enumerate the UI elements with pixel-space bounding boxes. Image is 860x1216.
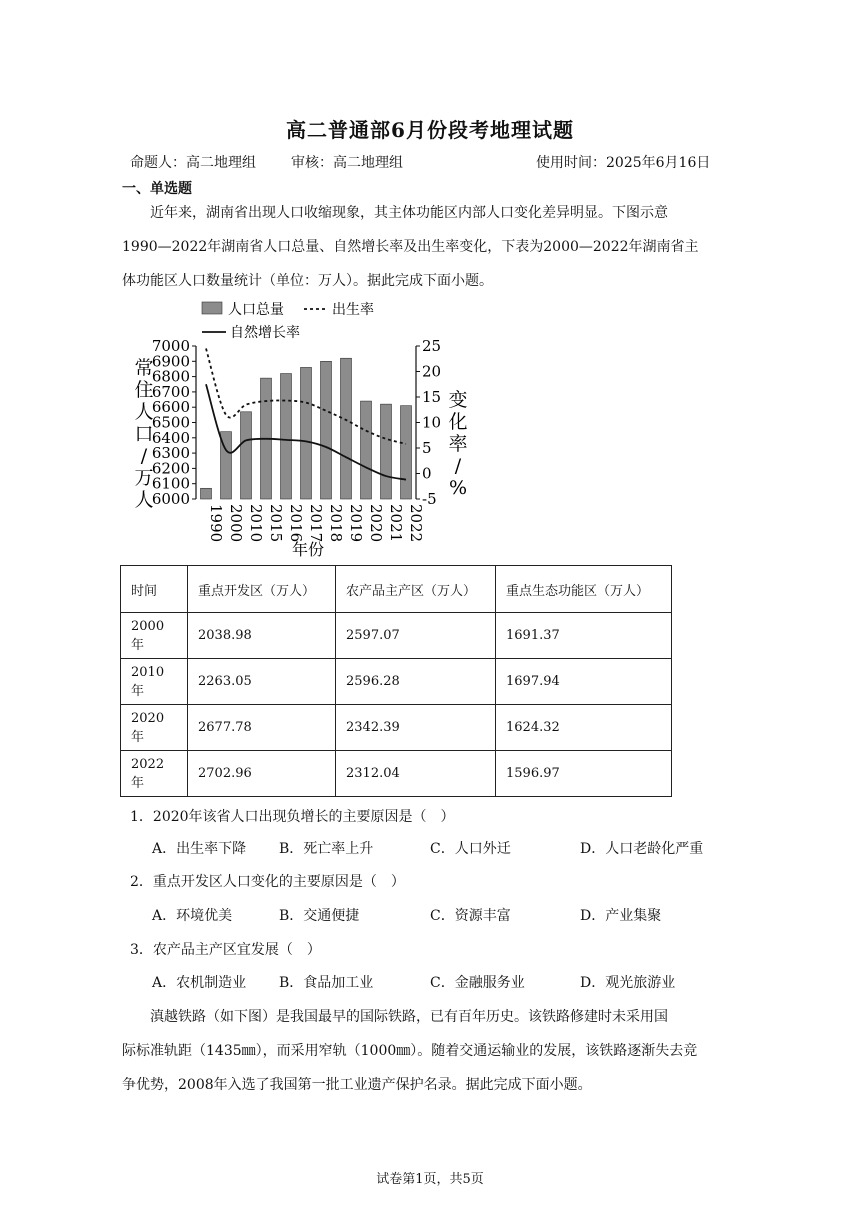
legend-label-natural-growth: 自然增长率 <box>230 325 300 341</box>
x-tick-label: 1990 <box>207 504 225 543</box>
population-bar <box>321 361 332 499</box>
table-cell: 2312.04 <box>336 751 496 797</box>
author-line: 命题人：高二地理组 <box>130 155 256 171</box>
exam-title: 高二普通部6月份段考地理试题 <box>286 118 574 142</box>
question-3-option-c[interactable]: C．金融服务业 <box>430 975 525 991</box>
x-tick-label: 2019 <box>347 504 365 543</box>
x-tick-label: 2018 <box>327 504 345 543</box>
right-tick-label: 20 <box>422 362 442 381</box>
y-left-title-char: 住 <box>134 379 154 401</box>
reviewer-line: 审核：高二地理组 <box>291 155 403 171</box>
left-tick-label: 6900 <box>151 352 190 371</box>
table-cell: 2597.07 <box>336 613 496 659</box>
y-right-title-char: 变 <box>448 389 468 411</box>
question-3-option-b[interactable]: B．食品加工业 <box>279 975 374 991</box>
table-cell: 2038.98 <box>188 613 336 659</box>
table-cell: 1624.32 <box>496 705 672 751</box>
date-line: 使用时间：2025年6月16日 <box>536 155 711 171</box>
table-row <box>121 705 672 751</box>
left-tick-label: 6600 <box>151 398 190 417</box>
rail-line: 滇越铁路（如下图）是我国最早的国际铁路，已有百年历史。该铁路修建时未采用国 <box>150 1009 668 1025</box>
x-tick-label: 2016 <box>287 504 305 543</box>
intro-line: 近年来，湖南省出现人口收缩现象，其主体功能区内部人口变化差异明显。下图示意 <box>150 205 668 221</box>
table-header-row <box>121 566 672 613</box>
table-cell: 1697.94 <box>496 659 672 705</box>
population-bar <box>201 488 212 499</box>
legend-label-population: 人口总量 <box>228 302 284 318</box>
population-bar <box>401 406 412 499</box>
question-1-option-b[interactable]: B．死亡率上升 <box>279 841 374 857</box>
table-header: 重点开发区（万人） <box>188 566 336 613</box>
y-left-title-char: 人 <box>134 401 154 423</box>
table-cell: 2596.28 <box>336 659 496 705</box>
question-1-stem: 1．2020年该省人口出现负增长的主要原因是（ ） <box>130 809 455 825</box>
y-right-title-char: 率 <box>448 433 468 455</box>
population-bar <box>341 358 352 499</box>
rail-line: 际标准轨距（1435㎜），而采用窄轨（1000㎜）。随着交通运输业的发展，该铁路逐渐失去竞 <box>122 1043 698 1059</box>
x-tick-label: 2021 <box>387 504 405 543</box>
population-bar <box>301 367 312 499</box>
x-tick-label: 2000 <box>227 504 245 543</box>
table-header: 重点生态功能区（万人） <box>496 566 672 613</box>
left-tick-label: 6200 <box>151 459 190 478</box>
question-3-stem: 3．农产品主产区宜发展（ ） <box>130 942 321 958</box>
right-tick-label: 10 <box>422 413 442 432</box>
y-right-title-char: 化 <box>448 411 468 433</box>
left-tick-label: 6400 <box>151 428 190 447</box>
population-bar <box>381 404 392 499</box>
population-bar <box>281 374 292 499</box>
x-tick-label: 2020 <box>367 504 385 543</box>
table-header: 农产品主产区（万人） <box>336 566 496 613</box>
left-tick-label: 6500 <box>151 413 190 432</box>
table-cell: 2702.96 <box>188 751 336 797</box>
x-axis-title: 年份 <box>291 540 325 559</box>
population-bar <box>361 401 372 499</box>
table-row <box>121 659 672 705</box>
left-tick-label: 6300 <box>151 444 190 463</box>
table-cell: 1691.37 <box>496 613 672 659</box>
table-cell: 2677.78 <box>188 705 336 751</box>
population-chart <box>120 296 480 560</box>
question-2-option-d[interactable]: D．产业集聚 <box>580 908 662 924</box>
question-2-option-a[interactable]: A．环境优美 <box>152 908 233 924</box>
intro-line: 1990—2022年湖南省人口总量、自然增长率及出生率变化，下表为2000—2022年湖南省主 <box>122 239 699 255</box>
left-tick-label: 6100 <box>151 474 190 493</box>
legend-label-birth-rate: 出生率 <box>332 302 374 318</box>
right-tick-label: 0 <box>422 464 432 483</box>
question-3-option-a[interactable]: A．农机制造业 <box>152 975 247 991</box>
table-cell: 2022年 <box>121 751 188 797</box>
left-tick-label: 6700 <box>151 382 190 401</box>
left-tick-label: 7000 <box>151 337 190 355</box>
intro-paragraph <box>122 196 742 298</box>
table-cell: 2000年 <box>121 613 188 659</box>
y-right-title-char: / <box>454 455 462 477</box>
question-2-option-b[interactable]: B．交通便捷 <box>279 908 360 924</box>
section-heading: 一、单选题 <box>122 181 192 197</box>
y-left-title-char: 口 <box>134 423 154 445</box>
y-left-title-char: 常 <box>134 357 154 379</box>
question-1-option-a[interactable]: A．出生率下降 <box>152 841 247 857</box>
population-bar <box>241 412 252 499</box>
legend-swatch-population <box>202 302 222 314</box>
y-left-title-char: 人 <box>134 489 154 511</box>
table-cell: 2263.05 <box>188 659 336 705</box>
right-tick-label: 15 <box>422 388 442 406</box>
question-2-stem: 2．重点开发区人口变化的主要原因是（ ） <box>130 874 405 890</box>
y-left-title-char: 万 <box>134 467 154 489</box>
y-left-title-char: / <box>140 445 148 467</box>
page-footer: 试卷第1页，共5页 <box>376 1172 484 1187</box>
left-tick-label: 6000 <box>151 490 190 508</box>
x-tick-label: 2015 <box>267 504 285 543</box>
question-3-option-d[interactable]: D．观光旅游业 <box>580 975 676 991</box>
rail-line: 争优势，2008年入选了我国第一批工业遗产保护名录。据此完成下面小题。 <box>122 1077 592 1093</box>
right-tick-label: 25 <box>422 337 442 355</box>
table-cell: 2342.39 <box>336 705 496 751</box>
x-tick-label: 2017 <box>307 504 325 543</box>
question-1-option-c[interactable]: C．人口外迁 <box>430 841 511 857</box>
population-table <box>120 565 672 797</box>
question-1-option-d[interactable]: D．人口老龄化严重 <box>580 841 704 857</box>
y-right-title-char: % <box>448 477 468 499</box>
rail-paragraph <box>122 1000 742 1102</box>
x-tick-label: 2022 <box>407 504 425 543</box>
table-cell: 1596.97 <box>496 751 672 797</box>
table-header: 时间 <box>121 566 188 613</box>
x-tick-label: 2010 <box>247 504 265 543</box>
right-tick-label: 5 <box>422 439 432 457</box>
table-cell: 2010年 <box>121 659 188 705</box>
left-tick-label: 6800 <box>151 367 190 386</box>
table-row <box>121 613 672 659</box>
table-cell: 2020年 <box>121 705 188 751</box>
intro-line: 体功能区人口数量统计（单位：万人）。据此完成下面小题。 <box>122 273 493 289</box>
question-2-option-c[interactable]: C．资源丰富 <box>430 908 511 924</box>
right-tick-label: -5 <box>422 490 437 508</box>
table-row <box>121 751 672 797</box>
